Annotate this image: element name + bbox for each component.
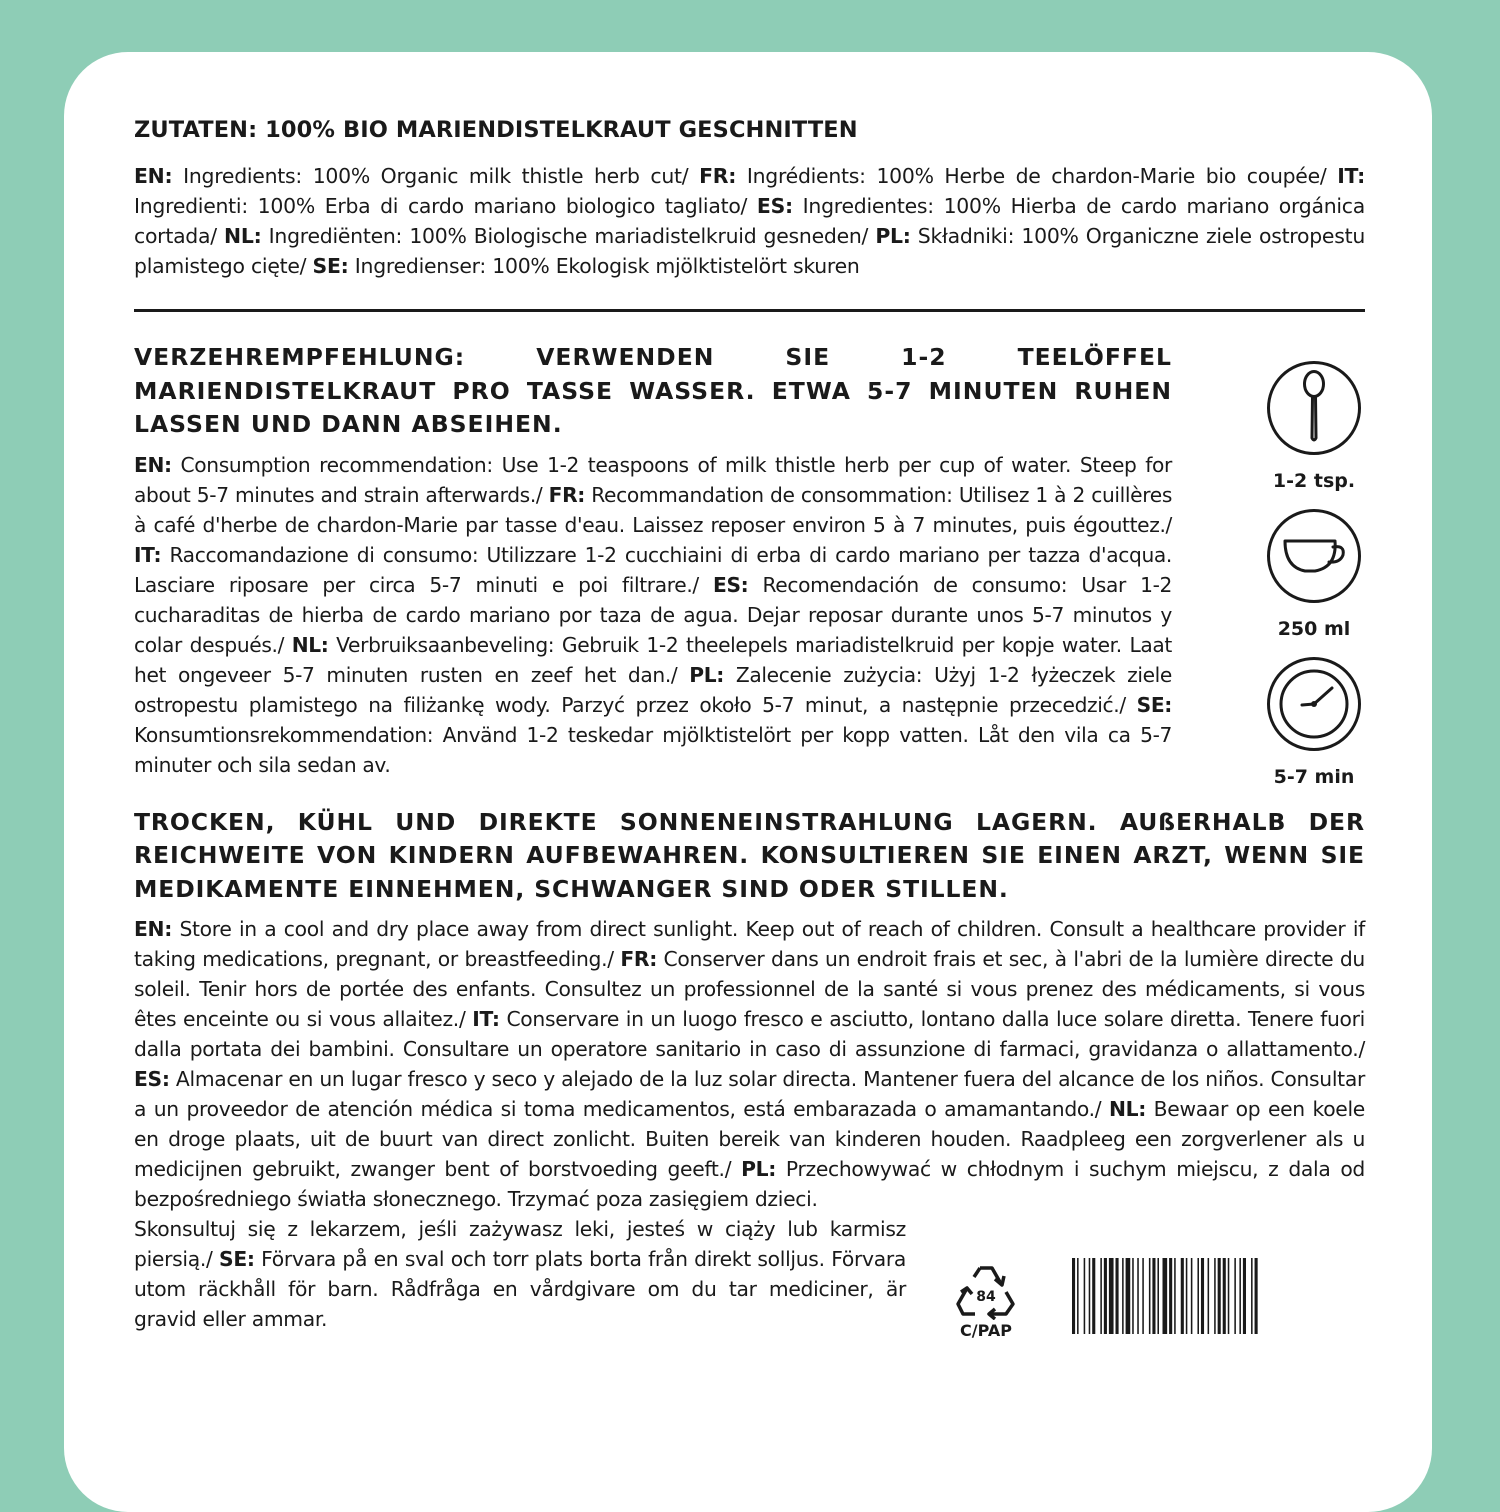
storage-tail [134, 1214, 1365, 1340]
ingredients-es: Ingredientes: 100% Hierba de cardo mariano orgánica cortada/ [134, 194, 1365, 248]
lang-code-nl: NL: [224, 224, 262, 248]
storage-section [134, 806, 1365, 1340]
storage-tail-text [134, 1214, 906, 1334]
recycling-mark [948, 1262, 1024, 1340]
ingredients-fr: Ingrédients: 100% Herbe de chardon-Marie bio coupée/ [736, 164, 1338, 188]
cup-label: 250 ml [1277, 618, 1351, 640]
lang-code-es: ES: [134, 1067, 170, 1091]
lang-code-es: ES: [756, 194, 793, 218]
lang-code-pl: PL: [741, 1157, 777, 1181]
lang-code-pl: PL: [689, 662, 724, 687]
lang-code-pl: PL: [875, 224, 911, 248]
recycling-number: 84 [976, 1289, 996, 1305]
usage-translations [134, 450, 1172, 780]
ingredients-pl: Składniki: 100% Organiczne ziele ostropestu plamistego cięte/ [134, 224, 1365, 278]
ingredients-nl: Ingrediënten: 100% Biologische mariadistelkruid gesneden/ [261, 224, 876, 248]
storage-se: Förvara på en sval och torr plats borta från direkt solljus. Förvara utom räckhåll för barn. Rådfråga en vårdgivare om du tar mediciner, är gravid eller ammar. [134, 1247, 906, 1331]
storage-pl: Przechowywać w chłodnym i suchym miejscu, z dala od bezpośredniego światła słonecznego. Trzymać poza zasięgiem dzieci. [134, 1157, 1365, 1211]
usage-nl: Verbruiksaanbeveling: Gebruik 1-2 theelepels mariadistelkruid per kopje water. Laat het ongeveer 5-7 minuten rusten en zeef het dan./ [134, 632, 1172, 687]
lang-code-it: IT: [134, 542, 162, 567]
recycling-icon [953, 1262, 1019, 1320]
usage-it: Raccomandazione di consumo: Utilizzare 1-2 cucchiaini di erba di cardo mariano per tazza d'acqua. Lasciare riposare per circa 5-7 minuti e poi filtrare./ [134, 542, 1172, 597]
lang-code-en: EN: [134, 917, 173, 941]
lang-code-fr: FR: [620, 947, 658, 971]
cup-icon [1267, 509, 1361, 603]
usage-fr: Recommandation de consommation: Utilisez 1 à 2 cuillères à café d'herbe de chardon-Marie par tasse d'eau. Laissez reposer environ 5 à 7 minutes, puis égouttez./ [134, 482, 1172, 537]
ingredients-heading: ZUTATEN: 100% BIO MARIENDISTELKRAUT GESCHNITTEN [134, 117, 858, 143]
lang-code-nl: NL: [291, 632, 329, 657]
lang-code-en: EN: [134, 452, 172, 477]
usage-en: Consumption recommendation: Use 1-2 teaspoons of milk thistle herb per cup of water. Steep for about 5-7 minutes and strain afterwards./ [134, 452, 1172, 507]
storage-it: Conservare in un luogo fresco e asciutto, lontano dalla luce solare diretta. Tenere fuori dalla portata dei bambini. Consultare un operatore sanitario in caso di assunzione di farmaci, gravidanza o allattamento./ [134, 1007, 1365, 1061]
clock-icon [1267, 657, 1361, 751]
usage-heading: VERZEHREMPFEHLUNG: VERWENDEN SIE 1-2 TEELÖFFEL MARIENDISTELKRAUT PRO TASSE WASSER. ETWA 5-7 MINUTEN RUHEN LASSEN UND DANN ABSEIHEN. [134, 343, 1172, 438]
lang-code-it: IT: [1337, 164, 1365, 188]
storage-heading: TROCKEN, KÜHL UND DIREKTE SONNENEINSTRAHLUNG LAGERN. AUßERHALB DER REICHWEITE VON KINDERN AUFBEWAHREN. KONSULTIEREN SIE EINEN ARZT, WENN SIE MEDIKAMENTE EINNEHMEN, SCHWANGER SIND ODER STILLEN. [134, 807, 1365, 903]
storage-pl-continued: Skonsultuj się z lekarzem, jeśli zażywasz leki, jesteś w ciąży lub karmisz piersią./ [134, 1217, 906, 1271]
ingredients-en: Ingredients: 100% Organic milk thistle herb cut/ [172, 164, 700, 188]
usage-section [134, 341, 1365, 788]
storage-nl: Bewaar op een koele en droge plaats, uit de buurt van direct zonlicht. Buiten bereik van kinderen houden. Raadpleeg een zorgverlener als u medicijnen gebruikt, zwanger bent of borstvoeding geeft./ [134, 1097, 1365, 1181]
storage-es: Almacenar en un lugar fresco y seco y alejado de la luz solar directa. Mantener fuera del alcance de los niños. Consultar a un proveedor de atención médica si toma medicamentos, está embarazada o amamantando./ [134, 1067, 1365, 1121]
ingredients-it: Ingredienti: 100% Erba di cardo mariano biologico tagliato/ [134, 194, 757, 218]
usage-es: Recomendación de consumo: Usar 1-2 cucharaditas de hierba de cardo mariano por taza de agua. Dejar reposar durante unos 5-7 minutos y colar después./ [134, 572, 1172, 657]
lang-code-fr: FR: [699, 164, 737, 188]
usage-icons [1264, 361, 1364, 805]
ingredients-section [134, 114, 1365, 281]
storage-translations [134, 914, 1365, 1214]
lang-code-it: IT: [472, 1007, 500, 1031]
lang-code-se: SE: [312, 254, 349, 278]
ingredients-se: Ingredienser: 100% Ekologisk mjölktistelört skuren [348, 254, 860, 278]
spoon-label: 1-2 tsp. [1272, 470, 1356, 492]
recycling-code: C/PAP [960, 1321, 1012, 1340]
lang-code-en: EN: [134, 164, 173, 188]
usage-text [134, 341, 1172, 780]
usage-se: Konsumtionsrekommendation: Använd 1-2 teskedar mjölktistelört per kopp vatten. Låt den vila ca 5-7 minuter och sila sedan av. [134, 722, 1172, 777]
label-card [64, 52, 1432, 1512]
storage-fr: Conserver dans un endroit frais et sec, à l'abri de la lumière directe du soleil. Tenir hors de portée des enfants. Consultez un professionnel de la santé si vous prenez des médicaments, si vous êtes enceinte ou si vous allaitez./ [134, 947, 1365, 1031]
barcode-icon [1072, 1258, 1365, 1334]
lang-code-fr: FR: [548, 482, 585, 507]
lang-code-es: ES: [713, 572, 749, 597]
usage-pl: Zalecenie zużycia: Użyj 1-2 łyżeczek ziele ostropestu plamistego na filiżankę wody. Parzyć przez około 5-7 minut, a następnie przecedzić./ [134, 662, 1172, 717]
label-content [134, 114, 1365, 1340]
section-divider [134, 309, 1365, 312]
lang-code-se: SE: [219, 1247, 255, 1271]
clock-label: 5-7 min [1273, 766, 1355, 788]
lang-code-nl: NL: [1108, 1097, 1147, 1121]
spoon-icon [1267, 361, 1361, 455]
ingredients-translations [134, 161, 1365, 281]
lang-code-se: SE: [1136, 692, 1172, 717]
storage-en: Store in a cool and dry place away from direct sunlight. Keep out of reach of children. Consult a healthcare provider if taking medications, pregnant, or breastfeeding./ [134, 917, 1365, 971]
